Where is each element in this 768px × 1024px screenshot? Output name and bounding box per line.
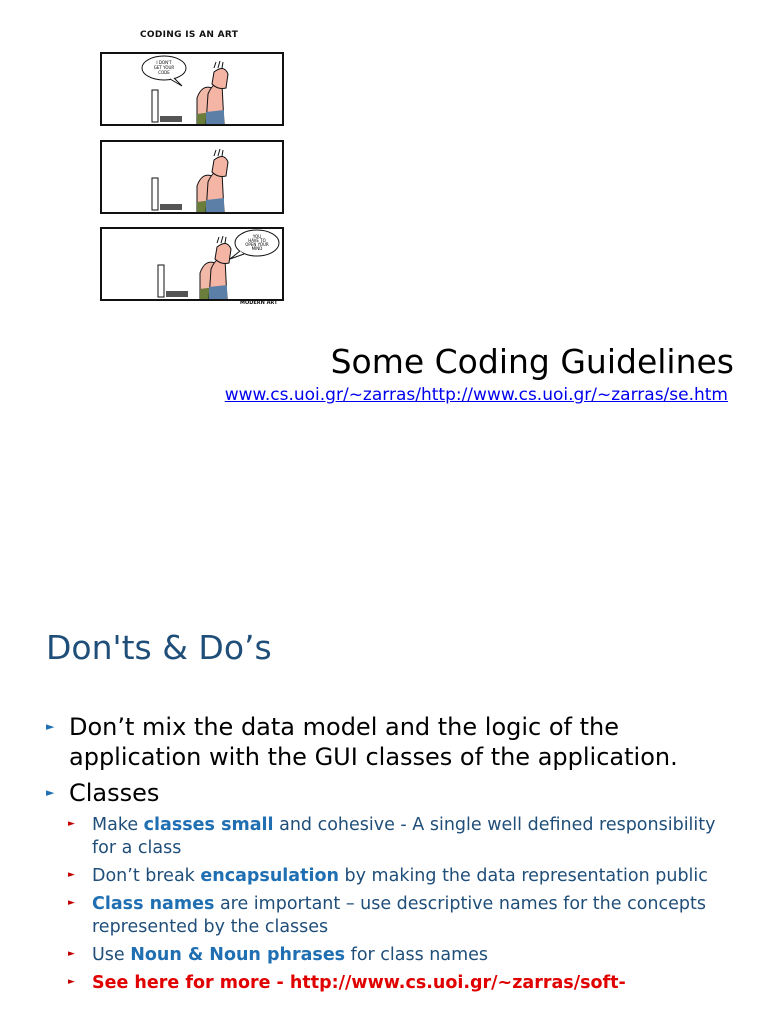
sub-bullet-arrow-icon: ► xyxy=(68,977,75,987)
comic-title: CODING IS AN ART xyxy=(140,30,239,40)
sub-bullet-list xyxy=(46,814,736,995)
bullet-arrow-icon: ► xyxy=(46,720,55,733)
sub-text-post: for class names xyxy=(345,945,489,965)
comic-footer: MODERN ART xyxy=(240,300,278,306)
sub-text-pre: Use xyxy=(92,945,131,965)
bullet-arrow-icon: ► xyxy=(46,786,55,799)
bubble3-line4: MIND xyxy=(251,246,263,251)
see-more-link[interactable]: See here for more - http://www.cs.uoi.gr/~zarras/soft- xyxy=(92,973,626,993)
bubble1-line1: I DON'T xyxy=(156,60,172,65)
comic-panel-3 xyxy=(100,227,284,301)
sub-bullet-arrow-icon: ► xyxy=(68,898,75,908)
bubble3-line2: HAVE TO xyxy=(248,238,266,243)
comic-panel-1 xyxy=(100,52,284,126)
bubble3-line1: YOU xyxy=(252,234,262,239)
comic-panel-2 xyxy=(100,140,284,214)
bubble1-line3: CODE xyxy=(158,70,170,75)
sub-text-highlight: Class names xyxy=(92,894,215,914)
reference-link[interactable]: www.cs.uoi.gr/~zarras/http://www.cs.uoi.gr/~zarras/se.htm xyxy=(224,385,728,405)
bubble1-line2: GET YOUR xyxy=(153,65,175,70)
sub-bullet-item xyxy=(46,893,736,939)
bullet-item xyxy=(46,778,736,808)
sub-text-post: by making the data representation public xyxy=(338,866,708,886)
sub-text-highlight: classes small xyxy=(143,815,274,835)
bullet-list xyxy=(46,712,736,1000)
sub-bullet-arrow-icon: ► xyxy=(68,949,75,959)
sub-bullet-item xyxy=(46,814,736,860)
sub-text-post: and cohesive - A single well defined responsibility for a class xyxy=(92,815,716,858)
page-title: Some Coding Guidelines xyxy=(330,342,734,381)
bubble3-line3: OPEN YOUR xyxy=(245,242,269,247)
bullet-text: Don’t mix the data model and the logic of the application with the GUI classes of the application. xyxy=(69,713,678,771)
sub-text-post: are important – use descriptive names for the concepts represented by the classes xyxy=(92,894,706,937)
sub-text-highlight: Noun & Noun phrases xyxy=(130,945,346,965)
section-heading: Don'ts & Do’s xyxy=(46,628,272,667)
sub-bullet-arrow-icon: ► xyxy=(68,819,75,829)
sub-bullet-item xyxy=(46,865,736,888)
sub-bullet-arrow-icon: ► xyxy=(68,870,75,880)
comic-strip xyxy=(96,28,292,313)
sub-text-pre: Make xyxy=(92,815,144,835)
sub-text-pre: Don’t break xyxy=(92,866,201,886)
sub-text-highlight: encapsulation xyxy=(200,866,339,886)
sub-bullet-item xyxy=(46,944,736,967)
bullet-text: Classes xyxy=(69,779,160,807)
sub-bullet-item xyxy=(46,972,736,995)
bullet-item xyxy=(46,712,736,772)
